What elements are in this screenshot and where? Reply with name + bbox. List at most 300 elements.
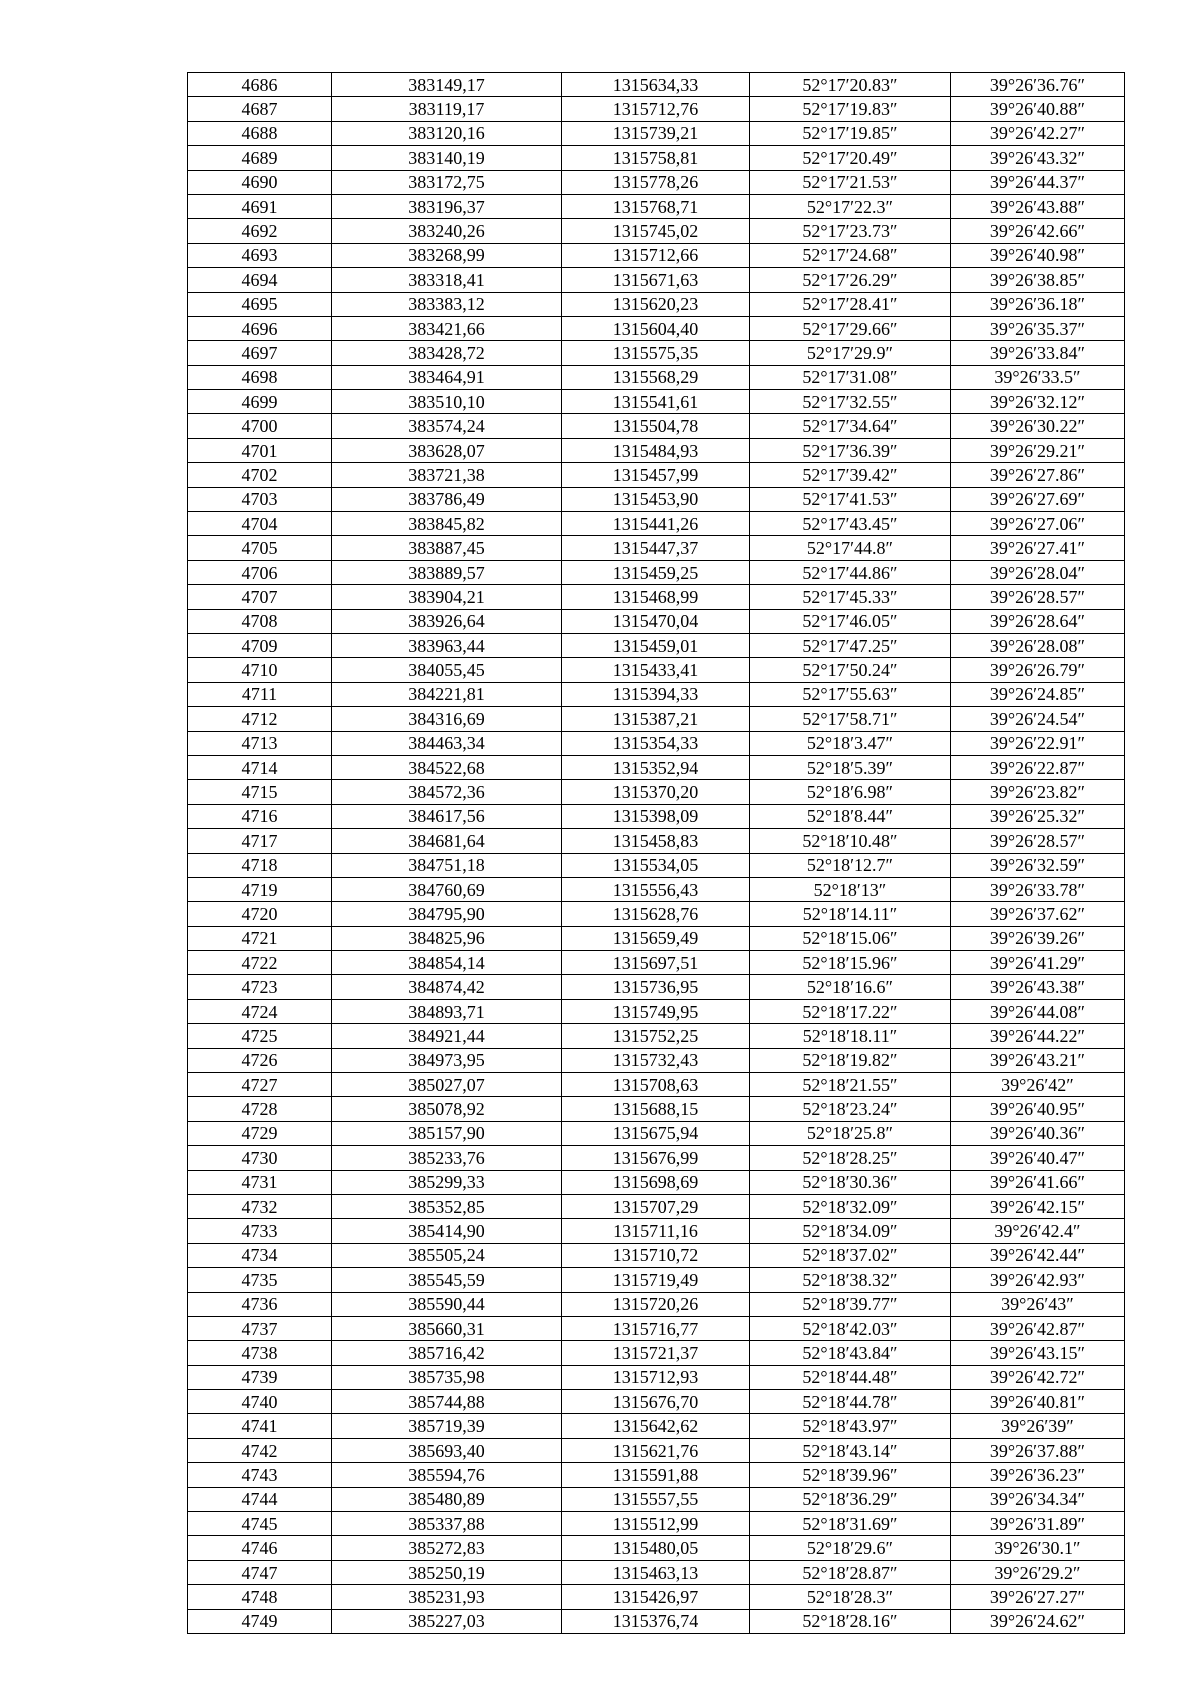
x-coordinate-cell: 385693,40 — [332, 1438, 562, 1462]
table-row — [188, 1097, 1125, 1121]
point-number-cell: 4727 — [188, 1073, 332, 1097]
y-coordinate-cell: 1315710,72 — [562, 1243, 750, 1267]
x-coordinate-cell: 383721,38 — [332, 463, 562, 487]
y-coordinate-cell: 1315634,33 — [562, 73, 750, 97]
table-row — [188, 1243, 1125, 1267]
longitude-cell: 39°26′24.85″ — [951, 682, 1125, 706]
point-number-cell: 4748 — [188, 1585, 332, 1609]
latitude-cell: 52°18′8.44″ — [750, 804, 951, 828]
table-row — [188, 73, 1125, 97]
point-number-cell: 4718 — [188, 853, 332, 877]
point-number-cell: 4709 — [188, 633, 332, 657]
point-number-cell: 4713 — [188, 731, 332, 755]
x-coordinate-cell: 383845,82 — [332, 512, 562, 536]
table-row — [188, 1219, 1125, 1243]
y-coordinate-cell: 1315541,61 — [562, 390, 750, 414]
longitude-cell: 39°26′44.08″ — [951, 999, 1125, 1023]
y-coordinate-cell: 1315512,99 — [562, 1512, 750, 1536]
latitude-cell: 52°18′31.69″ — [750, 1512, 951, 1536]
table-row — [188, 1341, 1125, 1365]
point-number-cell: 4741 — [188, 1414, 332, 1438]
y-coordinate-cell: 1315352,94 — [562, 755, 750, 779]
y-coordinate-cell: 1315768,71 — [562, 194, 750, 218]
point-number-cell: 4700 — [188, 414, 332, 438]
x-coordinate-cell: 384825,96 — [332, 926, 562, 950]
y-coordinate-cell: 1315721,37 — [562, 1341, 750, 1365]
longitude-cell: 39°26′42.4″ — [951, 1219, 1125, 1243]
table-row — [188, 390, 1125, 414]
longitude-cell: 39°26′35.37″ — [951, 316, 1125, 340]
longitude-cell: 39°26′36.23″ — [951, 1463, 1125, 1487]
y-coordinate-cell: 1315575,35 — [562, 341, 750, 365]
point-number-cell: 4704 — [188, 512, 332, 536]
point-number-cell: 4688 — [188, 121, 332, 145]
x-coordinate-cell: 384751,18 — [332, 853, 562, 877]
x-coordinate-cell: 384973,95 — [332, 1048, 562, 1072]
longitude-cell: 39°26′41.29″ — [951, 951, 1125, 975]
longitude-cell: 39°26′27.27″ — [951, 1585, 1125, 1609]
longitude-cell: 39°26′29.21″ — [951, 438, 1125, 462]
point-number-cell: 4745 — [188, 1512, 332, 1536]
latitude-cell: 52°18′6.98″ — [750, 780, 951, 804]
latitude-cell: 52°18′17.22″ — [750, 999, 951, 1023]
y-coordinate-cell: 1315504,78 — [562, 414, 750, 438]
latitude-cell: 52°17′29.66″ — [750, 316, 951, 340]
latitude-cell: 52°17′21.53″ — [750, 170, 951, 194]
y-coordinate-cell: 1315707,29 — [562, 1194, 750, 1218]
point-number-cell: 4737 — [188, 1316, 332, 1340]
table-row — [188, 1146, 1125, 1170]
y-coordinate-cell: 1315736,95 — [562, 975, 750, 999]
point-number-cell: 4716 — [188, 804, 332, 828]
x-coordinate-cell: 384221,81 — [332, 682, 562, 706]
longitude-cell: 39°26′43.32″ — [951, 146, 1125, 170]
y-coordinate-cell: 1315354,33 — [562, 731, 750, 755]
latitude-cell: 52°18′15.06″ — [750, 926, 951, 950]
longitude-cell: 39°26′42.87″ — [951, 1316, 1125, 1340]
y-coordinate-cell: 1315675,94 — [562, 1121, 750, 1145]
table-row — [188, 219, 1125, 243]
x-coordinate-cell: 383904,21 — [332, 585, 562, 609]
y-coordinate-cell: 1315568,29 — [562, 365, 750, 389]
table-row — [188, 438, 1125, 462]
latitude-cell: 52°18′30.36″ — [750, 1170, 951, 1194]
y-coordinate-cell: 1315732,43 — [562, 1048, 750, 1072]
x-coordinate-cell: 384760,69 — [332, 877, 562, 901]
latitude-cell: 52°17′39.42″ — [750, 463, 951, 487]
y-coordinate-cell: 1315459,01 — [562, 633, 750, 657]
x-coordinate-cell: 385414,90 — [332, 1219, 562, 1243]
x-coordinate-cell: 383428,72 — [332, 341, 562, 365]
longitude-cell: 39°26′40.81″ — [951, 1390, 1125, 1414]
table-row — [188, 1536, 1125, 1560]
x-coordinate-cell: 384055,45 — [332, 658, 562, 682]
longitude-cell: 39°26′42.44″ — [951, 1243, 1125, 1267]
x-coordinate-cell: 383149,17 — [332, 73, 562, 97]
x-coordinate-cell: 385744,88 — [332, 1390, 562, 1414]
point-number-cell: 4690 — [188, 170, 332, 194]
table-row — [188, 194, 1125, 218]
x-coordinate-cell: 383240,26 — [332, 219, 562, 243]
latitude-cell: 52°18′28.16″ — [750, 1609, 951, 1633]
table-row — [188, 316, 1125, 340]
table-row — [188, 1365, 1125, 1389]
point-number-cell: 4735 — [188, 1268, 332, 1292]
latitude-cell: 52°18′28.3″ — [750, 1585, 951, 1609]
longitude-cell: 39°26′27.06″ — [951, 512, 1125, 536]
table-row — [188, 804, 1125, 828]
latitude-cell: 52°17′19.85″ — [750, 121, 951, 145]
x-coordinate-cell: 383421,66 — [332, 316, 562, 340]
y-coordinate-cell: 1315394,33 — [562, 682, 750, 706]
x-coordinate-cell: 385716,42 — [332, 1341, 562, 1365]
table-row — [188, 780, 1125, 804]
latitude-cell: 52°18′23.24″ — [750, 1097, 951, 1121]
longitude-cell: 39°26′37.88″ — [951, 1438, 1125, 1462]
point-number-cell: 4738 — [188, 1341, 332, 1365]
point-number-cell: 4719 — [188, 877, 332, 901]
latitude-cell: 52°17′58.71″ — [750, 707, 951, 731]
point-number-cell: 4747 — [188, 1560, 332, 1584]
y-coordinate-cell: 1315621,76 — [562, 1438, 750, 1462]
table-row — [188, 1487, 1125, 1511]
table-row — [188, 633, 1125, 657]
longitude-cell: 39°26′28.57″ — [951, 585, 1125, 609]
point-number-cell: 4695 — [188, 292, 332, 316]
table-row — [188, 1414, 1125, 1438]
point-number-cell: 4694 — [188, 268, 332, 292]
longitude-cell: 39°26′22.87″ — [951, 755, 1125, 779]
point-number-cell: 4687 — [188, 97, 332, 121]
longitude-cell: 39°26′42″ — [951, 1073, 1125, 1097]
latitude-cell: 52°18′12.7″ — [750, 853, 951, 877]
y-coordinate-cell: 1315688,15 — [562, 1097, 750, 1121]
table-row — [188, 877, 1125, 901]
y-coordinate-cell: 1315697,51 — [562, 951, 750, 975]
latitude-cell: 52°17′20.49″ — [750, 146, 951, 170]
point-number-cell: 4708 — [188, 609, 332, 633]
point-number-cell: 4697 — [188, 341, 332, 365]
x-coordinate-cell: 383628,07 — [332, 438, 562, 462]
y-coordinate-cell: 1315534,05 — [562, 853, 750, 877]
table-row — [188, 951, 1125, 975]
table-row — [188, 268, 1125, 292]
table-row — [188, 1390, 1125, 1414]
table-row — [188, 560, 1125, 584]
latitude-cell: 52°17′20.83″ — [750, 73, 951, 97]
latitude-cell: 52°17′46.05″ — [750, 609, 951, 633]
longitude-cell: 39°26′30.1″ — [951, 1536, 1125, 1560]
y-coordinate-cell: 1315370,20 — [562, 780, 750, 804]
x-coordinate-cell: 384795,90 — [332, 902, 562, 926]
point-number-cell: 4734 — [188, 1243, 332, 1267]
x-coordinate-cell: 383196,37 — [332, 194, 562, 218]
longitude-cell: 39°26′26.79″ — [951, 658, 1125, 682]
latitude-cell: 52°18′42.03″ — [750, 1316, 951, 1340]
y-coordinate-cell: 1315376,74 — [562, 1609, 750, 1633]
x-coordinate-cell: 385545,59 — [332, 1268, 562, 1292]
x-coordinate-cell: 385594,76 — [332, 1463, 562, 1487]
point-number-cell: 4733 — [188, 1219, 332, 1243]
point-number-cell: 4712 — [188, 707, 332, 731]
y-coordinate-cell: 1315708,63 — [562, 1073, 750, 1097]
latitude-cell: 52°18′39.96″ — [750, 1463, 951, 1487]
point-number-cell: 4744 — [188, 1487, 332, 1511]
y-coordinate-cell: 1315557,55 — [562, 1487, 750, 1511]
coordinates-table — [187, 72, 1125, 1634]
latitude-cell: 52°17′34.64″ — [750, 414, 951, 438]
table-row — [188, 512, 1125, 536]
longitude-cell: 39°26′33.84″ — [951, 341, 1125, 365]
x-coordinate-cell: 384854,14 — [332, 951, 562, 975]
point-number-cell: 4731 — [188, 1170, 332, 1194]
table-row — [188, 243, 1125, 267]
longitude-cell: 39°26′34.34″ — [951, 1487, 1125, 1511]
y-coordinate-cell: 1315676,99 — [562, 1146, 750, 1170]
y-coordinate-cell: 1315745,02 — [562, 219, 750, 243]
x-coordinate-cell: 384681,64 — [332, 829, 562, 853]
latitude-cell: 52°17′43.45″ — [750, 512, 951, 536]
point-number-cell: 4686 — [188, 73, 332, 97]
latitude-cell: 52°17′28.41″ — [750, 292, 951, 316]
y-coordinate-cell: 1315642,62 — [562, 1414, 750, 1438]
y-coordinate-cell: 1315720,26 — [562, 1292, 750, 1316]
x-coordinate-cell: 384617,56 — [332, 804, 562, 828]
y-coordinate-cell: 1315453,90 — [562, 487, 750, 511]
point-number-cell: 4720 — [188, 902, 332, 926]
longitude-cell: 39°26′38.85″ — [951, 268, 1125, 292]
latitude-cell: 52°18′16.6″ — [750, 975, 951, 999]
x-coordinate-cell: 385027,07 — [332, 1073, 562, 1097]
latitude-cell: 52°18′44.78″ — [750, 1390, 951, 1414]
point-number-cell: 4710 — [188, 658, 332, 682]
y-coordinate-cell: 1315447,37 — [562, 536, 750, 560]
x-coordinate-cell: 385227,03 — [332, 1609, 562, 1633]
table-row — [188, 1121, 1125, 1145]
x-coordinate-cell: 385157,90 — [332, 1121, 562, 1145]
x-coordinate-cell: 384522,68 — [332, 755, 562, 779]
y-coordinate-cell: 1315752,25 — [562, 1024, 750, 1048]
longitude-cell: 39°26′37.62″ — [951, 902, 1125, 926]
latitude-cell: 52°18′37.02″ — [750, 1243, 951, 1267]
point-number-cell: 4723 — [188, 975, 332, 999]
y-coordinate-cell: 1315441,26 — [562, 512, 750, 536]
point-number-cell: 4729 — [188, 1121, 332, 1145]
y-coordinate-cell: 1315387,21 — [562, 707, 750, 731]
point-number-cell: 4730 — [188, 1146, 332, 1170]
x-coordinate-cell: 383120,16 — [332, 121, 562, 145]
x-coordinate-cell: 383140,19 — [332, 146, 562, 170]
longitude-cell: 39°26′41.66″ — [951, 1170, 1125, 1194]
latitude-cell: 52°18′18.11″ — [750, 1024, 951, 1048]
latitude-cell: 52°17′22.3″ — [750, 194, 951, 218]
longitude-cell: 39°26′40.47″ — [951, 1146, 1125, 1170]
longitude-cell: 39°26′33.78″ — [951, 877, 1125, 901]
longitude-cell: 39°26′39″ — [951, 1414, 1125, 1438]
table-row — [188, 121, 1125, 145]
latitude-cell: 52°18′34.09″ — [750, 1219, 951, 1243]
x-coordinate-cell: 383926,64 — [332, 609, 562, 633]
point-number-cell: 4692 — [188, 219, 332, 243]
latitude-cell: 52°18′28.25″ — [750, 1146, 951, 1170]
y-coordinate-cell: 1315712,66 — [562, 243, 750, 267]
x-coordinate-cell: 385505,24 — [332, 1243, 562, 1267]
y-coordinate-cell: 1315620,23 — [562, 292, 750, 316]
latitude-cell: 52°18′29.6″ — [750, 1536, 951, 1560]
table-row — [188, 365, 1125, 389]
latitude-cell: 52°18′38.32″ — [750, 1268, 951, 1292]
latitude-cell: 52°18′44.48″ — [750, 1365, 951, 1389]
point-number-cell: 4722 — [188, 951, 332, 975]
y-coordinate-cell: 1315739,21 — [562, 121, 750, 145]
x-coordinate-cell: 385590,44 — [332, 1292, 562, 1316]
table-row — [188, 1560, 1125, 1584]
table-row — [188, 609, 1125, 633]
longitude-cell: 39°26′44.22″ — [951, 1024, 1125, 1048]
y-coordinate-cell: 1315398,09 — [562, 804, 750, 828]
point-number-cell: 4707 — [188, 585, 332, 609]
table-row — [188, 853, 1125, 877]
longitude-cell: 39°26′40.88″ — [951, 97, 1125, 121]
point-number-cell: 4742 — [188, 1438, 332, 1462]
y-coordinate-cell: 1315457,99 — [562, 463, 750, 487]
longitude-cell: 39°26′43.21″ — [951, 1048, 1125, 1072]
point-number-cell: 4721 — [188, 926, 332, 950]
y-coordinate-cell: 1315468,99 — [562, 585, 750, 609]
y-coordinate-cell: 1315719,49 — [562, 1268, 750, 1292]
y-coordinate-cell: 1315778,26 — [562, 170, 750, 194]
y-coordinate-cell: 1315484,93 — [562, 438, 750, 462]
longitude-cell: 39°26′36.76″ — [951, 73, 1125, 97]
table-row — [188, 585, 1125, 609]
table-row — [188, 292, 1125, 316]
latitude-cell: 52°17′44.8″ — [750, 536, 951, 560]
x-coordinate-cell: 384921,44 — [332, 1024, 562, 1048]
point-number-cell: 4702 — [188, 463, 332, 487]
latitude-cell: 52°17′44.86″ — [750, 560, 951, 584]
x-coordinate-cell: 385719,39 — [332, 1414, 562, 1438]
longitude-cell: 39°26′28.08″ — [951, 633, 1125, 657]
latitude-cell: 52°17′47.25″ — [750, 633, 951, 657]
y-coordinate-cell: 1315591,88 — [562, 1463, 750, 1487]
longitude-cell: 39°26′42.15″ — [951, 1194, 1125, 1218]
longitude-cell: 39°26′27.41″ — [951, 536, 1125, 560]
point-number-cell: 4701 — [188, 438, 332, 462]
latitude-cell: 52°18′5.39″ — [750, 755, 951, 779]
latitude-cell: 52°18′19.82″ — [750, 1048, 951, 1072]
longitude-cell: 39°26′28.04″ — [951, 560, 1125, 584]
table-row — [188, 146, 1125, 170]
point-number-cell: 4725 — [188, 1024, 332, 1048]
table-row — [188, 975, 1125, 999]
latitude-cell: 52°17′36.39″ — [750, 438, 951, 462]
point-number-cell: 4706 — [188, 560, 332, 584]
point-number-cell: 4726 — [188, 1048, 332, 1072]
longitude-cell: 39°26′32.59″ — [951, 853, 1125, 877]
x-coordinate-cell: 383786,49 — [332, 487, 562, 511]
longitude-cell: 39°26′31.89″ — [951, 1512, 1125, 1536]
x-coordinate-cell: 383383,12 — [332, 292, 562, 316]
point-number-cell: 4693 — [188, 243, 332, 267]
table-row — [188, 829, 1125, 853]
y-coordinate-cell: 1315459,25 — [562, 560, 750, 584]
point-number-cell: 4705 — [188, 536, 332, 560]
table-row — [188, 170, 1125, 194]
x-coordinate-cell: 385352,85 — [332, 1194, 562, 1218]
table-row — [188, 536, 1125, 560]
latitude-cell: 52°18′3.47″ — [750, 731, 951, 755]
x-coordinate-cell: 385272,83 — [332, 1536, 562, 1560]
latitude-cell: 52°17′24.68″ — [750, 243, 951, 267]
latitude-cell: 52°17′50.24″ — [750, 658, 951, 682]
table-row — [188, 902, 1125, 926]
x-coordinate-cell: 384572,36 — [332, 780, 562, 804]
latitude-cell: 52°18′32.09″ — [750, 1194, 951, 1218]
longitude-cell: 39°26′30.22″ — [951, 414, 1125, 438]
coordinates-table-body — [188, 73, 1125, 1634]
point-number-cell: 4749 — [188, 1609, 332, 1633]
y-coordinate-cell: 1315698,69 — [562, 1170, 750, 1194]
point-number-cell: 4717 — [188, 829, 332, 853]
latitude-cell: 52°17′45.33″ — [750, 585, 951, 609]
point-number-cell: 4699 — [188, 390, 332, 414]
point-number-cell: 4711 — [188, 682, 332, 706]
x-coordinate-cell: 384463,34 — [332, 731, 562, 755]
latitude-cell: 52°18′39.77″ — [750, 1292, 951, 1316]
x-coordinate-cell: 384316,69 — [332, 707, 562, 731]
x-coordinate-cell: 383510,10 — [332, 390, 562, 414]
y-coordinate-cell: 1315556,43 — [562, 877, 750, 901]
longitude-cell: 39°26′42.66″ — [951, 219, 1125, 243]
y-coordinate-cell: 1315463,13 — [562, 1560, 750, 1584]
x-coordinate-cell: 384893,71 — [332, 999, 562, 1023]
table-row — [188, 1463, 1125, 1487]
point-number-cell: 4714 — [188, 755, 332, 779]
longitude-cell: 39°26′40.95″ — [951, 1097, 1125, 1121]
table-row — [188, 707, 1125, 731]
table-row — [188, 1292, 1125, 1316]
longitude-cell: 39°26′36.18″ — [951, 292, 1125, 316]
x-coordinate-cell: 383464,91 — [332, 365, 562, 389]
table-row — [188, 1585, 1125, 1609]
longitude-cell: 39°26′39.26″ — [951, 926, 1125, 950]
point-number-cell: 4703 — [188, 487, 332, 511]
latitude-cell: 52°18′14.11″ — [750, 902, 951, 926]
x-coordinate-cell: 383318,41 — [332, 268, 562, 292]
x-coordinate-cell: 385078,92 — [332, 1097, 562, 1121]
longitude-cell: 39°26′32.12″ — [951, 390, 1125, 414]
point-number-cell: 4696 — [188, 316, 332, 340]
table-row — [188, 487, 1125, 511]
latitude-cell: 52°18′36.29″ — [750, 1487, 951, 1511]
table-row — [188, 682, 1125, 706]
latitude-cell: 52°18′43.84″ — [750, 1341, 951, 1365]
x-coordinate-cell: 383268,99 — [332, 243, 562, 267]
point-number-cell: 4698 — [188, 365, 332, 389]
table-row — [188, 1073, 1125, 1097]
y-coordinate-cell: 1315604,40 — [562, 316, 750, 340]
y-coordinate-cell: 1315671,63 — [562, 268, 750, 292]
latitude-cell: 52°18′21.55″ — [750, 1073, 951, 1097]
y-coordinate-cell: 1315749,95 — [562, 999, 750, 1023]
x-coordinate-cell: 383574,24 — [332, 414, 562, 438]
x-coordinate-cell: 385480,89 — [332, 1487, 562, 1511]
x-coordinate-cell: 385660,31 — [332, 1316, 562, 1340]
x-coordinate-cell: 383889,57 — [332, 560, 562, 584]
x-coordinate-cell: 383963,44 — [332, 633, 562, 657]
y-coordinate-cell: 1315676,70 — [562, 1390, 750, 1414]
table-row — [188, 1170, 1125, 1194]
